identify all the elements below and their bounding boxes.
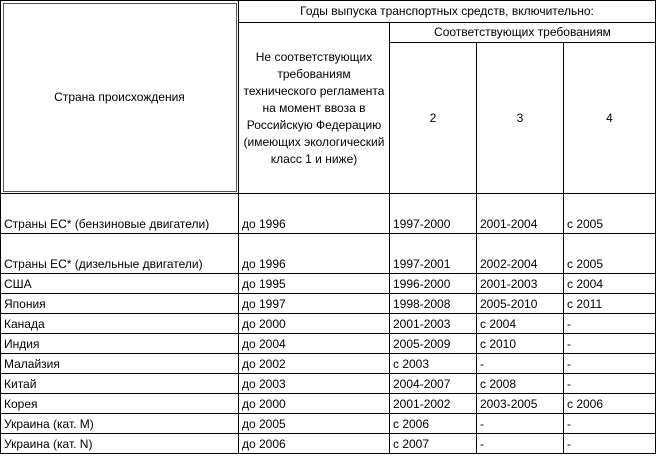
table-row <box>1 394 656 414</box>
cell-noncompliant[interactable]: до 1996 <box>239 234 390 274</box>
cell-class-4[interactable]: с 2006 <box>564 394 656 414</box>
cell-noncompliant[interactable]: до 2005 <box>239 414 390 434</box>
cell-class-4[interactable]: - <box>564 314 656 334</box>
cell-country[interactable]: Индия <box>1 334 239 354</box>
cell-noncompliant[interactable]: до 2002 <box>239 354 390 374</box>
header-class-2[interactable]: 2 <box>390 43 477 194</box>
cell-country[interactable]: Украина (кат. M) <box>1 414 239 434</box>
cell-class-3[interactable]: - <box>477 414 564 434</box>
cell-class-4[interactable]: с 2005 <box>564 234 656 274</box>
cell-class-3[interactable]: 2001-2003 <box>477 274 564 294</box>
cell-class-2[interactable]: 1997-2000 <box>390 194 477 234</box>
header-class-4[interactable]: 4 <box>564 43 656 194</box>
table-row <box>1 374 656 394</box>
cell-country[interactable]: Корея <box>1 394 239 414</box>
cell-noncompliant[interactable]: до 2000 <box>239 394 390 414</box>
cell-country[interactable]: Канада <box>1 314 239 334</box>
cell-noncompliant[interactable]: до 1996 <box>239 194 390 234</box>
cell-noncompliant[interactable]: до 2004 <box>239 334 390 354</box>
cell-class-2[interactable]: 2004-2007 <box>390 374 477 394</box>
cell-class-2[interactable]: 2001-2002 <box>390 394 477 414</box>
table-row <box>1 354 656 374</box>
cell-class-4[interactable]: - <box>564 354 656 374</box>
cell-class-4[interactable]: - <box>564 414 656 434</box>
table-row <box>1 294 656 314</box>
cell-class-2[interactable]: с 2003 <box>390 354 477 374</box>
cell-noncompliant[interactable]: до 1995 <box>239 274 390 294</box>
header-class-3[interactable]: 3 <box>477 43 564 194</box>
cell-class-2[interactable]: 1998-2008 <box>390 294 477 314</box>
cell-class-3[interactable]: 2003-2005 <box>477 394 564 414</box>
cell-class-2[interactable]: 2001-2003 <box>390 314 477 334</box>
cell-class-4[interactable]: - <box>564 334 656 354</box>
table-row <box>1 314 656 334</box>
header-years-title[interactable]: Годы выпуска транспортных средств, включительно: <box>239 1 656 23</box>
cell-class-3[interactable]: с 2004 <box>477 314 564 334</box>
header-noncompliant[interactable]: Не соответствующих требованиям технического регламента на момент ввоза в Российскую Федерацию (имеющих экологический класс 1 и ниже) <box>239 23 390 194</box>
cell-country[interactable]: Китай <box>1 374 239 394</box>
cell-country[interactable]: США <box>1 274 239 294</box>
cell-country[interactable]: Украина (кат. N) <box>1 434 239 454</box>
cell-class-3[interactable]: 2001-2004 <box>477 194 564 234</box>
cell-class-2[interactable]: с 2007 <box>390 434 477 454</box>
cell-class-3[interactable]: 2002-2004 <box>477 234 564 274</box>
cell-class-4[interactable]: - <box>564 434 656 454</box>
cell-class-2[interactable]: 1996-2000 <box>390 274 477 294</box>
cell-country[interactable]: Страны ЕС* (бензиновые двигатели) <box>1 194 239 234</box>
cell-class-2[interactable]: 2005-2009 <box>390 334 477 354</box>
cell-class-3[interactable]: 2005-2010 <box>477 294 564 314</box>
cell-class-3[interactable]: с 2008 <box>477 374 564 394</box>
table-row <box>1 434 656 454</box>
header-country[interactable]: Страна происхождения <box>1 1 239 194</box>
cell-country[interactable]: Япония <box>1 294 239 314</box>
table-row <box>1 274 656 294</box>
cell-noncompliant[interactable]: до 2000 <box>239 314 390 334</box>
cell-country[interactable]: Страны ЕС* (дизельные двигатели) <box>1 234 239 274</box>
cell-class-4[interactable]: с 2011 <box>564 294 656 314</box>
cell-noncompliant[interactable]: до 1997 <box>239 294 390 314</box>
cell-class-3[interactable]: с 2010 <box>477 334 564 354</box>
cell-class-4[interactable]: с 2005 <box>564 194 656 234</box>
cell-class-3[interactable]: - <box>477 354 564 374</box>
table-row <box>1 414 656 434</box>
cell-class-2[interactable]: 1997-2001 <box>390 234 477 274</box>
cell-noncompliant[interactable]: до 2006 <box>239 434 390 454</box>
table-row <box>1 234 656 274</box>
cell-class-2[interactable]: с 2006 <box>390 414 477 434</box>
cell-noncompliant[interactable]: до 2003 <box>239 374 390 394</box>
cell-class-4[interactable]: с 2004 <box>564 274 656 294</box>
cell-class-3[interactable]: - <box>477 434 564 454</box>
table-row <box>1 334 656 354</box>
table-row <box>1 194 656 234</box>
cell-country[interactable]: Малайзия <box>1 354 239 374</box>
cell-class-4[interactable]: - <box>564 374 656 394</box>
header-compliant[interactable]: Соответствующих требованиям <box>390 23 656 43</box>
